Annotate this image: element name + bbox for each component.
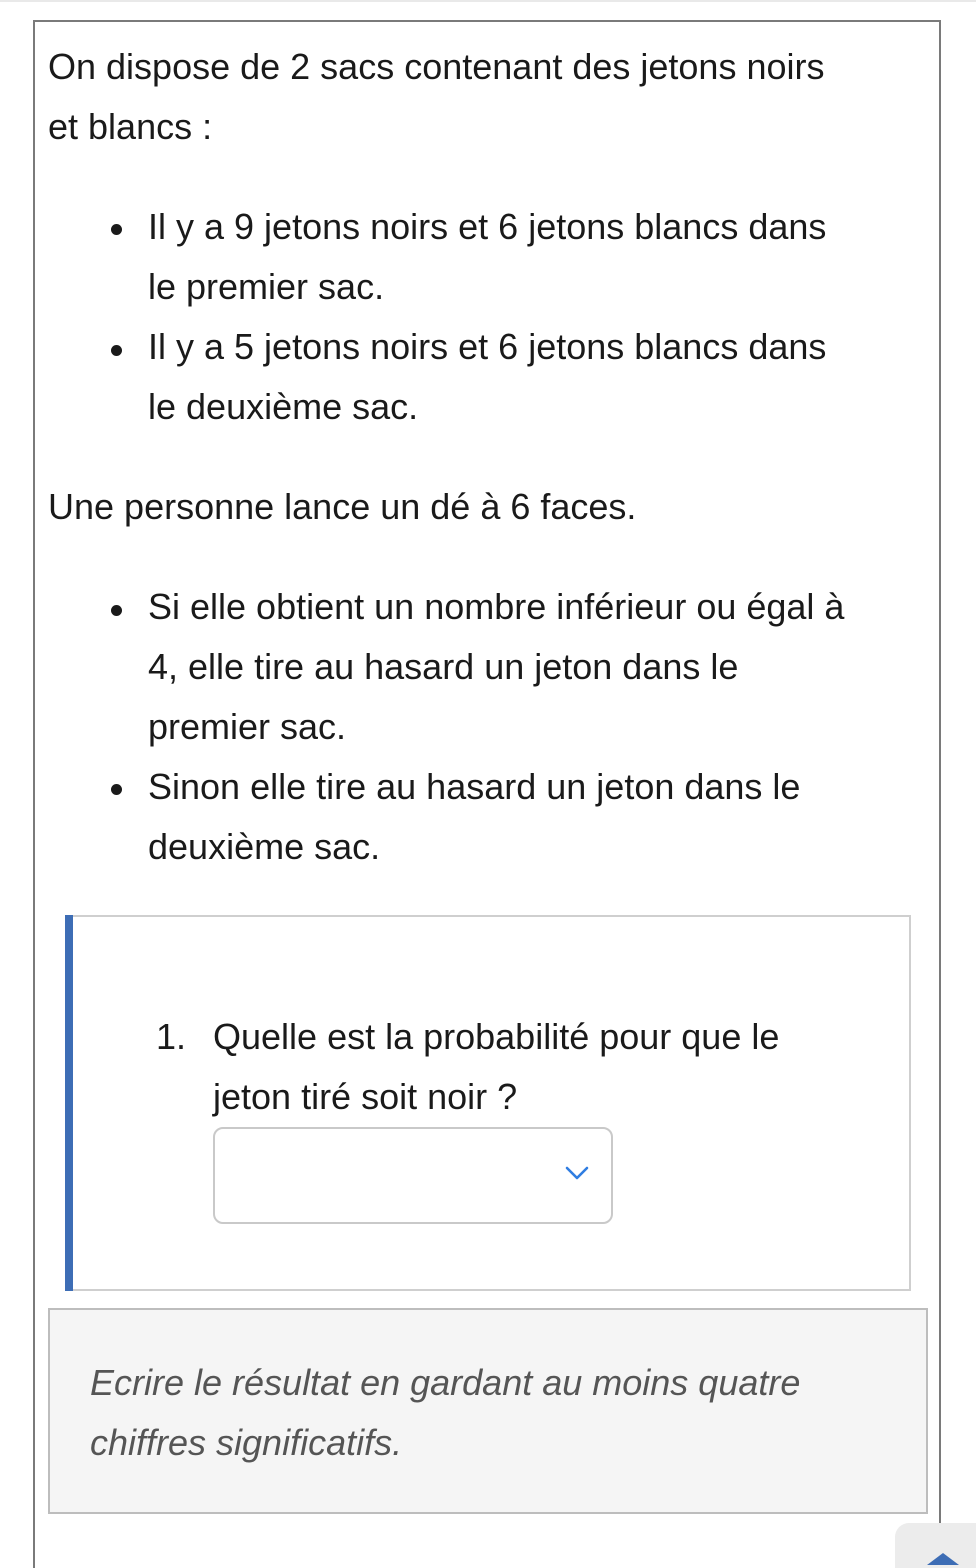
hint-line-2: chiffres significatifs.: [90, 1422, 403, 1463]
die-sentence: Une personne lance un dé à 6 faces.: [48, 486, 637, 527]
scroll-to-top-button[interactable]: [895, 1523, 976, 1568]
bullet-icon: [111, 345, 122, 356]
chevron-up-icon: [925, 1549, 961, 1568]
hint-line-1: Ecrire le résultat en gardant au moins quatre: [90, 1362, 801, 1403]
question-accent-bar: [65, 915, 73, 1291]
answer-dropdown[interactable]: [213, 1127, 613, 1224]
intro-text-line-1: On dispose de 2 sacs contenant des jetons noirs: [48, 46, 825, 87]
intro-text-line-2: et blancs :: [48, 106, 213, 147]
bag-1-line-2: le premier sac.: [148, 266, 385, 307]
rule-2-line-1: Sinon elle tire au hasard un jeton dans le: [148, 766, 801, 807]
rule-1-line-2: 4, elle tire au hasard un jeton dans le: [148, 646, 739, 687]
rule-1-line-3: premier sac.: [148, 706, 347, 747]
chevron-down-icon[interactable]: [565, 1165, 589, 1181]
question-line-1: Quelle est la probabilité pour que le: [213, 1016, 780, 1057]
question-line-2: jeton tiré soit noir ?: [213, 1076, 518, 1117]
rule-2-line-2: deuxième sac.: [148, 826, 381, 867]
bullet-icon: [111, 605, 122, 616]
top-divider: [0, 0, 976, 2]
rule-1-line-1: Si elle obtient un nombre inférieur ou égal à: [148, 586, 845, 627]
bullet-icon: [111, 784, 122, 795]
bullet-icon: [111, 224, 122, 235]
bag-2-line-2: le deuxième sac.: [148, 386, 419, 427]
question-number: 1.: [156, 1016, 187, 1057]
bag-1-line-1: Il y a 9 jetons noirs et 6 jetons blancs dans: [148, 206, 827, 247]
bag-2-line-1: Il y a 5 jetons noirs et 6 jetons blancs dans: [148, 326, 827, 367]
